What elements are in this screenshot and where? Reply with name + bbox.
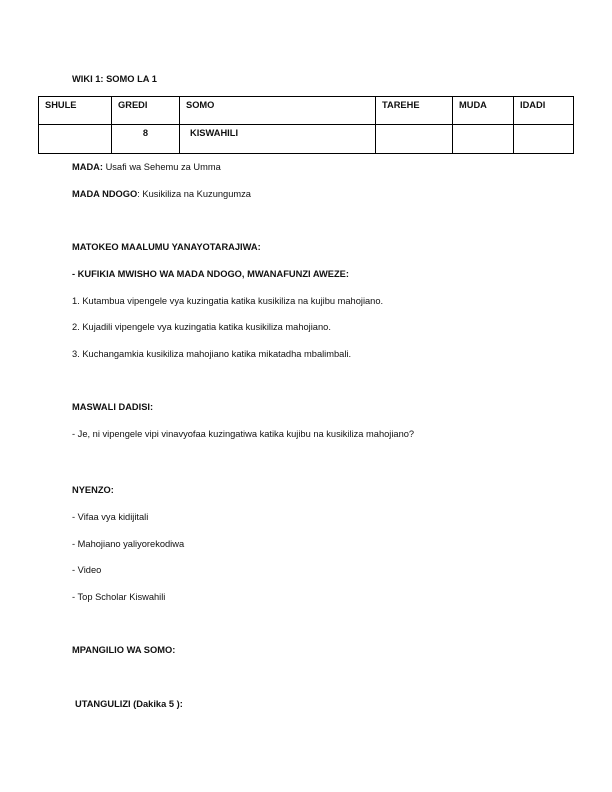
value-gredi: 8 [112,125,180,154]
header-shule: SHULE [39,97,112,125]
lesson-info-table [38,96,574,154]
mada-value: Usafi wa Sehemu za Umma [102,162,221,172]
header-muda: MUDA [453,97,514,125]
value-tarehe [376,125,453,154]
mada-label: MADA: [72,162,103,172]
matokeo-item: 3. Kuchangamkia kusikiliza mahojiano katika mikatadha mbalimbali. [72,349,352,359]
table-header-row [39,97,574,125]
header-idadi: IDADI [514,97,574,125]
value-shule [39,125,112,154]
value-idadi [514,125,574,154]
mada-ndogo-label: MADA NDOGO [72,189,138,199]
matokeo-subheading: - KUFIKIA MWISHO WA MADA NDOGO, MWANAFUNZI AWEZE: [72,269,349,279]
header-somo: SOMO [180,97,376,125]
nyenzo-item: - Top Scholar Kiswahili [72,592,166,602]
header-tarehe: TAREHE [376,97,453,125]
nyenzo-item: - Mahojiano yaliyorekodiwa [72,539,185,549]
mpangilio-heading: MPANGILIO WA SOMO: [72,645,176,655]
matokeo-item: 1. Kutambua vipengele vya kuzingatia katika kusikiliza na kujibu mahojiano. [72,296,384,306]
maswali-heading: MASWALI DADISI: [72,402,154,412]
page-title: WIKI 1: SOMO LA 1 [72,74,157,84]
table-row [39,125,574,154]
value-muda [453,125,514,154]
utangulizi-heading: UTANGULIZI (Dakika 5 ): [75,699,183,709]
maswali-item: - Je, ni vipengele vipi vinavyofaa kuzingatiwa katika kujibu na kusikiliza mahojiano? [72,429,415,439]
mada-ndogo-value: : Kusikiliza na Kuzungumza [137,189,251,199]
nyenzo-item: - Vifaa vya kidijitali [72,512,149,522]
nyenzo-heading: NYENZO: [72,485,114,495]
matokeo-item: 2. Kujadili vipengele vya kuzingatia katika kusikiliza mahojiano. [72,322,331,332]
nyenzo-item: - Video [72,565,102,575]
mada-line [72,162,221,172]
header-gredi: GREDI [112,97,180,125]
value-somo: KISWAHILI [180,125,376,154]
mada-ndogo-line [72,189,251,199]
matokeo-heading: MATOKEO MAALUMU YANAYOTARAJIWA: [72,242,261,252]
